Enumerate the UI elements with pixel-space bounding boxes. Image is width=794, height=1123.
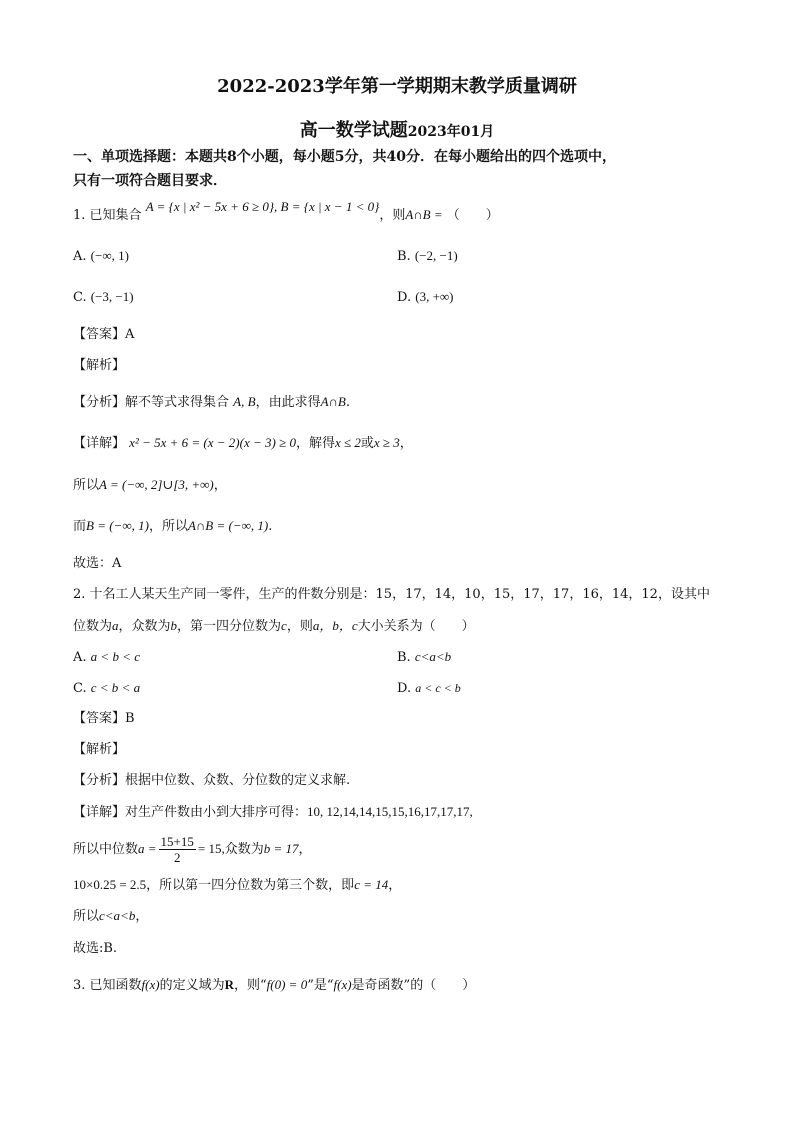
subtitle-main: 高一数学试题 xyxy=(299,120,408,141)
q1-option-c-value: (−3, −1) xyxy=(90,289,134,304)
q1-xj-solution-2: x ≥ 3 xyxy=(373,435,400,450)
q1-option-c-label: C. xyxy=(73,290,87,305)
q1-xiangjie xyxy=(73,434,413,453)
q2-answer-tag: 【答案】 xyxy=(73,711,126,726)
q2-median-lhs: a = xyxy=(138,841,157,856)
q1-option-a-value: (−∞, 1) xyxy=(90,248,129,263)
q2-answer-value: B xyxy=(125,711,135,726)
q2-option-a xyxy=(73,648,140,667)
q2-var-a: a xyxy=(112,618,119,633)
q2-option-b xyxy=(397,648,451,667)
q2-quartile-line xyxy=(73,876,401,895)
q1-line-b-prefix: 而 xyxy=(73,519,87,534)
q2-order-expr: c<a<b xyxy=(99,908,136,923)
q1-xj-solution-1: x ≤ 2 xyxy=(334,435,361,450)
q1-conclusion: 故选：A xyxy=(73,556,122,571)
q2-mode-end: ， xyxy=(298,842,312,857)
q1-fenxi-expr: A∩B xyxy=(320,394,346,409)
q1-line-b-end: . xyxy=(268,519,273,534)
q2-xj-text: 对生产件数由小到大排序可得： xyxy=(125,805,308,820)
q1-set-b: , B = {x | x − 1 < 0} xyxy=(274,199,380,214)
q2-text-b: ，众数为 xyxy=(118,619,171,634)
q1-fenxi-sets: A, B xyxy=(233,394,256,409)
q2-var-c: c xyxy=(281,618,287,633)
q2-conclusion: 故选:B. xyxy=(73,941,118,956)
q1-line-a-end: ， xyxy=(213,478,227,493)
q1-fenxi-tag: 【分析】 xyxy=(73,395,126,410)
q2-median-denominator: 2 xyxy=(173,850,181,865)
q1-fenxi-text-2: ，由此求得 xyxy=(255,395,321,410)
q1-line-b-mid: ，所以 xyxy=(148,519,188,534)
q2-option-d-label: D. xyxy=(397,681,412,696)
q1-prefix: 1. 已知集合 xyxy=(73,208,142,223)
q1-option-b-value: (−2, −1) xyxy=(414,248,458,263)
q1-answer-value: A xyxy=(125,327,135,342)
question-1-stem xyxy=(73,199,499,225)
q2-xj-sorted: 10, 12,14,14,15,15,16,17,17,17, xyxy=(307,804,473,819)
q2-quartile-result: c = 14 xyxy=(354,877,389,892)
q2-order-prefix: 所以 xyxy=(73,909,100,924)
q2-option-b-value: c<a<b xyxy=(414,649,452,664)
q2-quartile-text: ，所以第一四分位数为第三个数，即 xyxy=(146,878,355,893)
q2-analysis-tag: 【解析】 xyxy=(73,742,126,757)
q1-xiangjie-tag: 【详解】 xyxy=(73,436,126,451)
q2-text-e: 大小关系为（ ） xyxy=(357,619,475,634)
q1-line-a-expr: A = (−∞, 2]∪[3, +∞) xyxy=(99,477,214,492)
q2-text-c: ，第一四分位数为 xyxy=(177,619,282,634)
q1-expr: A∩B = xyxy=(405,207,443,222)
q2-quartile-expr: 10×0.25 = 2.5 xyxy=(73,877,147,892)
q2-option-c xyxy=(73,679,140,698)
q3-prefix: 3. 已知函数 xyxy=(73,978,142,993)
question-2-stem-line-2 xyxy=(73,617,475,636)
q2-fenxi-text: 根据中位数、众数、分位数的定义求解. xyxy=(125,773,351,788)
q1-analysis-tag: 【解析】 xyxy=(73,358,126,373)
q2-median-numerator: 15+15 xyxy=(160,834,194,849)
q2-text-a: 位数为 xyxy=(73,619,113,634)
q1-option-a xyxy=(73,247,129,266)
q2-mode-expr: b = 17 xyxy=(263,841,299,856)
q1-fenxi-text-1: 解不等式求得集合 xyxy=(125,395,230,410)
q3-fx-2: f(x) xyxy=(333,977,352,992)
q2-xiangjie-tag: 【详解】 xyxy=(73,805,126,820)
q1-answer xyxy=(73,326,134,344)
exam-title: 2022-2023学年第一学期期末教学质量调研 xyxy=(217,76,577,97)
q2-order-line xyxy=(73,907,148,926)
q2-var-b: b xyxy=(170,618,178,633)
q2-option-c-value: c < b < a xyxy=(90,680,141,695)
q2-mode-text: 众数为 xyxy=(224,842,264,857)
q2-option-b-label: B. xyxy=(397,650,411,665)
q2-median-prefix: 所以中位数 xyxy=(73,842,139,857)
q2-option-d xyxy=(397,679,461,698)
section-heading-line-1: 一、单项选择题：本题共8个小题，每小题5分，共40分．在每小题给出的四个选项中， xyxy=(73,149,616,165)
q2-answer xyxy=(73,710,135,728)
q3-text-2: ，则“ xyxy=(234,978,267,993)
q3-f0: f(0) = 0 xyxy=(266,977,308,992)
q1-xj-or: 或 xyxy=(360,436,374,451)
q3-text-1: 的定义域为 xyxy=(159,978,225,993)
q1-xj-equation: x² − 5x + 6 = (x − 2)(x − 3) ≥ 0 xyxy=(129,435,296,450)
q1-option-b-label: B. xyxy=(397,249,411,264)
q3-fx-1: f(x) xyxy=(141,977,160,992)
q3-real-set: R xyxy=(224,977,234,992)
q1-line-b-expr-1: B = (−∞, 1) xyxy=(86,518,149,533)
q1-ask: ，则 xyxy=(379,208,406,223)
q1-option-c xyxy=(73,288,134,307)
q3-text-4: 是奇函数”的（ ） xyxy=(351,978,476,993)
q2-fenxi xyxy=(73,772,350,790)
q1-option-d xyxy=(397,288,454,307)
q1-line-a-prefix: 所以 xyxy=(73,478,100,493)
q1-option-b xyxy=(397,247,458,266)
question-2-stem-line-1: 2. 十名工人某天生产同一零件，生产的件数分别是：15，17，14，10，15，17，17，16，14，12，设其中 xyxy=(73,587,710,602)
q1-answer-paren: （ ） xyxy=(446,208,499,223)
q2-order-end: ， xyxy=(135,909,149,924)
q3-text-3: ”是“ xyxy=(307,978,334,993)
q1-line-set-a xyxy=(73,476,227,495)
q1-option-a-label: A. xyxy=(73,249,87,264)
q2-fenxi-tag: 【分析】 xyxy=(73,773,126,788)
q2-quartile-end: ， xyxy=(388,878,402,893)
q1-line-set-b xyxy=(73,517,272,536)
q1-set-a: A = {x | x² − 5x + 6 ≥ 0} xyxy=(145,199,275,214)
exam-subtitle xyxy=(0,116,794,142)
q2-option-c-label: C. xyxy=(73,681,87,696)
q2-option-a-label: A. xyxy=(73,650,87,665)
q2-xiangjie xyxy=(73,803,473,822)
q2-text-d: ，则 xyxy=(286,619,313,634)
q1-option-d-label: D. xyxy=(397,290,412,305)
q1-option-d-value: (3, +∞) xyxy=(415,289,454,304)
q1-xj-comma: ， xyxy=(399,436,413,451)
q2-option-a-value: a < b < c xyxy=(90,649,140,664)
q2-median-fraction xyxy=(159,834,196,865)
q2-vars: a，b，c xyxy=(312,618,358,633)
section-heading-line-2: 只有一项符合题目要求． xyxy=(73,173,227,189)
q2-median-line xyxy=(73,832,312,867)
q1-answer-tag: 【答案】 xyxy=(73,327,126,342)
subtitle-date: 2023年01月 xyxy=(407,124,495,140)
q2-option-d-value: a < c < b xyxy=(415,681,461,695)
q2-median-rhs: = 15, xyxy=(197,841,225,856)
q1-line-b-expr-2: A∩B = (−∞, 1) xyxy=(187,518,269,533)
question-3-stem xyxy=(73,976,475,995)
q1-xj-text: ，解得 xyxy=(295,436,335,451)
q1-fenxi xyxy=(73,393,350,412)
q1-fenxi-end: . xyxy=(345,395,350,410)
